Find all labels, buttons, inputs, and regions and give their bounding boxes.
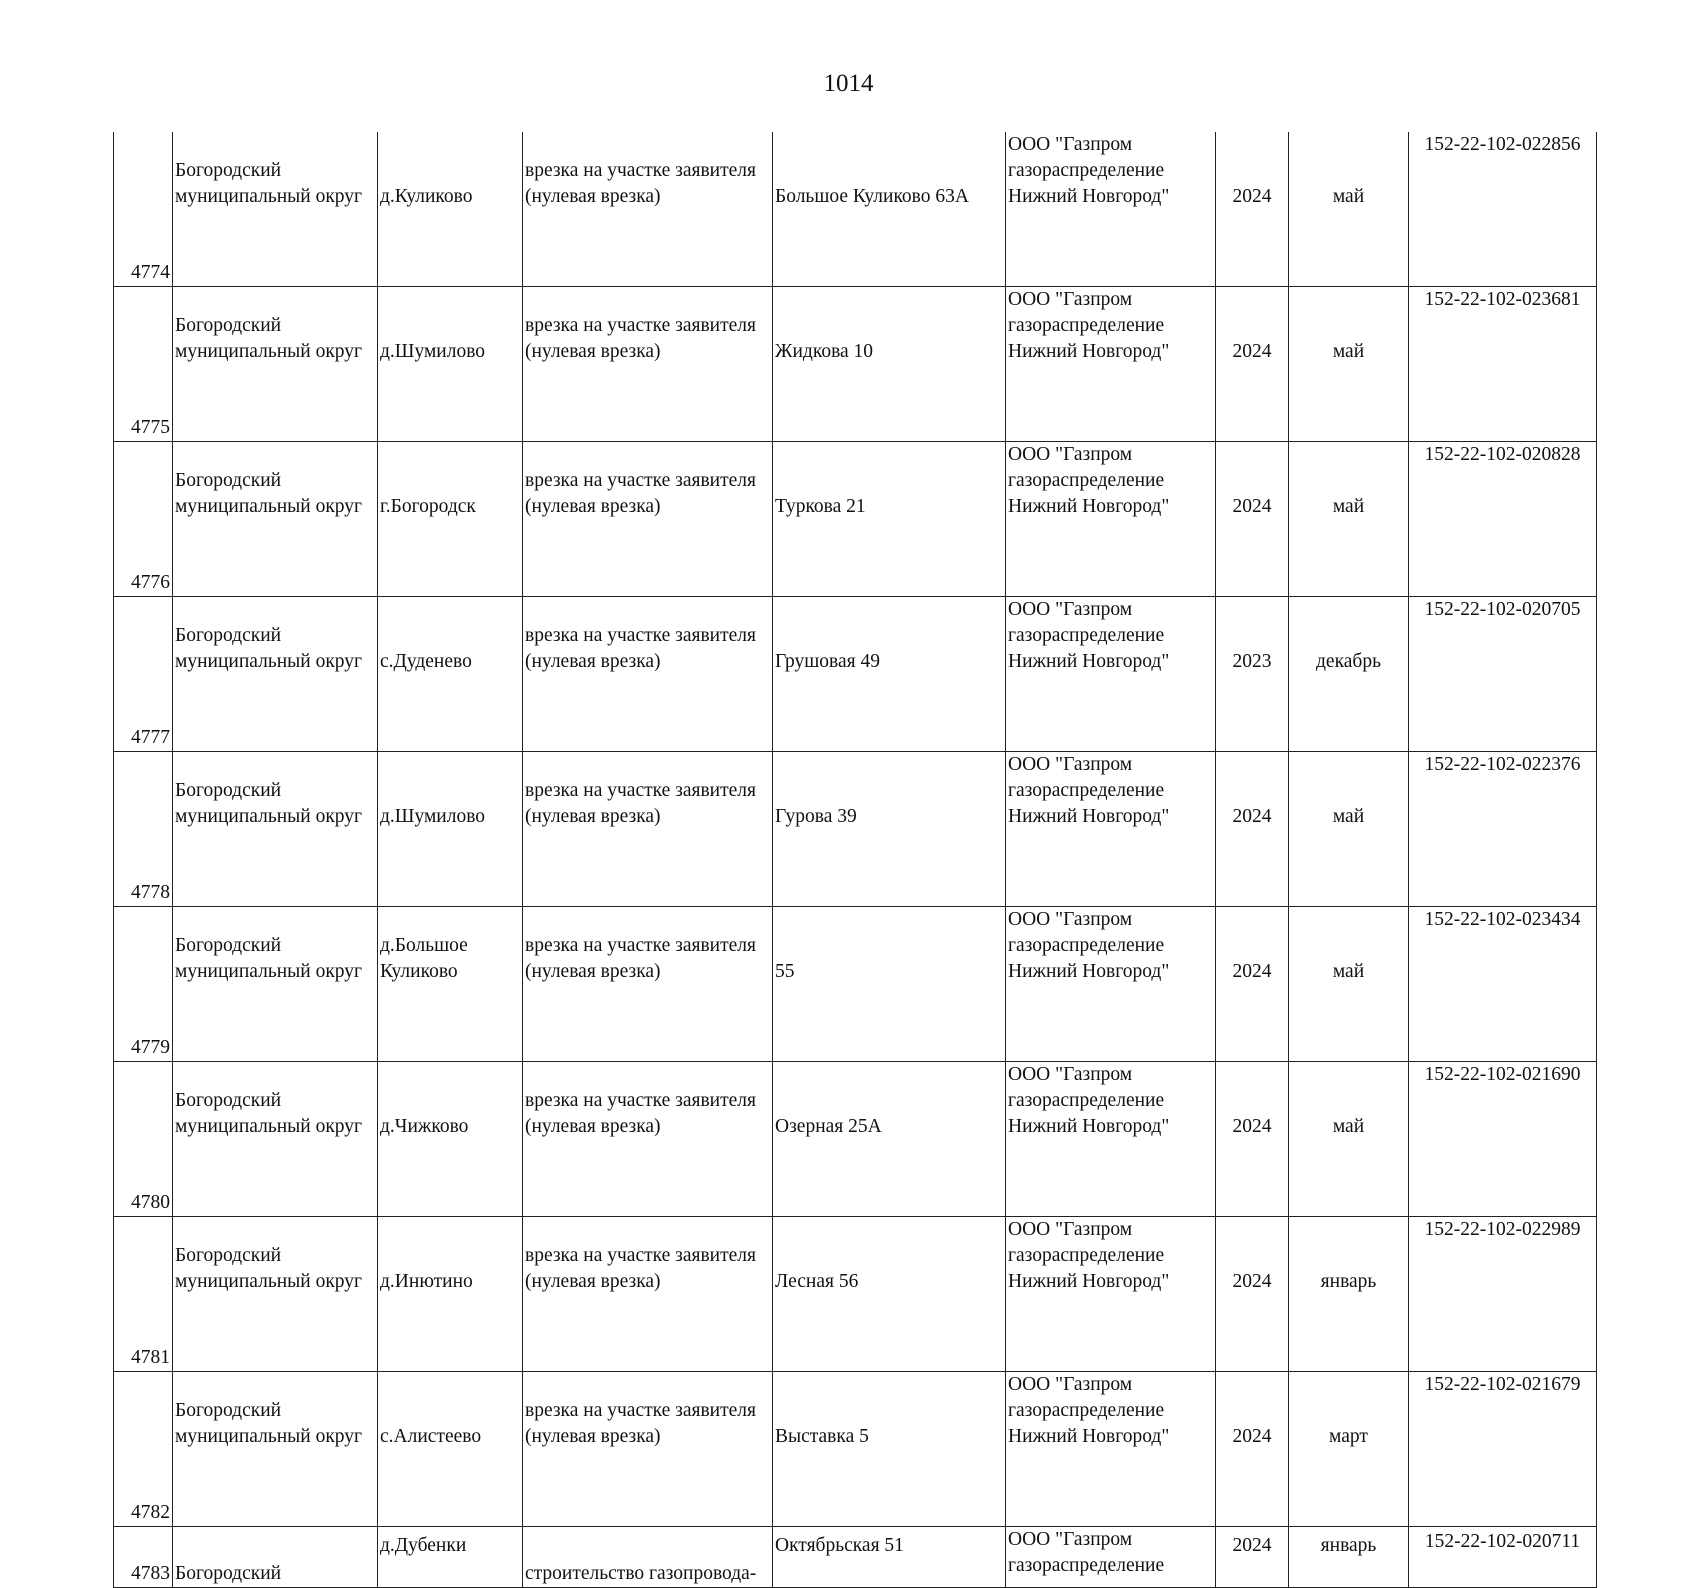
year-cell	[1216, 1062, 1289, 1217]
table-row	[114, 907, 1597, 1062]
work-type-cell-text: врезка на участке заявителя	[525, 780, 756, 801]
organization-cell-text: ООО "Газпром	[1008, 1529, 1133, 1550]
month-cell-text: май	[1332, 341, 1365, 362]
year-cell	[1216, 1527, 1289, 1588]
organization-cell-text: газораспределение	[1008, 935, 1165, 956]
code-cell	[1409, 597, 1597, 752]
work-type-cell-text: врезка на участке заявителя	[525, 935, 756, 956]
district-cell-text: муниципальный округ	[175, 496, 363, 517]
row-number	[114, 442, 173, 597]
organization-cell-text: Нижний Новгород"	[1008, 1271, 1170, 1292]
locality-cell-text: д.Чижково	[380, 1116, 469, 1137]
district-cell	[173, 752, 378, 907]
organization-cell	[1006, 752, 1216, 907]
locality-cell	[378, 597, 523, 752]
page-number: 1014	[823, 70, 874, 97]
work-type-cell-text: (нулевая врезка)	[525, 806, 661, 827]
year-cell	[1216, 1217, 1289, 1372]
month-cell	[1289, 1372, 1409, 1527]
organization-cell-text: газораспределение	[1008, 780, 1165, 801]
work-type-cell-text: строительство газопровода-	[525, 1563, 757, 1584]
district-cell-text: муниципальный округ	[175, 1426, 363, 1447]
code-cell-text: 152-22-102-020711	[1424, 1531, 1581, 1552]
organization-cell	[1006, 1372, 1216, 1527]
address-cell	[773, 1527, 1006, 1588]
work-type-cell-text: (нулевая врезка)	[525, 1271, 661, 1292]
organization-cell	[1006, 287, 1216, 442]
work-type-cell-text: (нулевая врезка)	[525, 651, 661, 672]
month-cell	[1289, 1217, 1409, 1372]
locality-cell-text: д.Шумилово	[380, 341, 486, 362]
code-cell	[1409, 1217, 1597, 1372]
locality-cell	[378, 1217, 523, 1372]
row-number-text: 4775	[131, 417, 170, 438]
year-cell-text: 2024	[1232, 496, 1272, 517]
work-type-cell-text: (нулевая врезка)	[525, 961, 661, 982]
district-cell	[173, 1062, 378, 1217]
locality-cell	[378, 752, 523, 907]
address-cell-text: Гурова 39	[775, 806, 857, 827]
year-cell	[1216, 442, 1289, 597]
organization-cell-text: ООО "Газпром	[1008, 909, 1133, 930]
work-type-cell-text: врезка на участке заявителя	[525, 625, 756, 646]
year-cell	[1216, 907, 1289, 1062]
address-cell	[773, 287, 1006, 442]
address-cell-text: Лесная 56	[775, 1271, 859, 1292]
locality-cell	[378, 287, 523, 442]
district-cell	[173, 597, 378, 752]
month-cell-text: январь	[1320, 1271, 1377, 1292]
organization-cell	[1006, 132, 1216, 287]
locality-cell-text: с.Дуденево	[380, 651, 472, 672]
organization-cell-text: Нижний Новгород"	[1008, 496, 1170, 517]
address-cell	[773, 752, 1006, 907]
month-cell-text: май	[1332, 496, 1365, 517]
month-cell	[1289, 132, 1409, 287]
row-number	[114, 597, 173, 752]
code-cell-text: 152-22-102-023681	[1424, 289, 1581, 310]
locality-cell-text: г.Богородск	[380, 496, 476, 517]
locality-cell-text: д.Дубенки	[380, 1535, 467, 1556]
code-cell	[1409, 132, 1597, 287]
row-number-text: 4778	[131, 882, 170, 903]
month-cell	[1289, 597, 1409, 752]
month-cell	[1289, 907, 1409, 1062]
work-type-cell	[523, 907, 773, 1062]
year-cell-text: 2024	[1232, 1426, 1272, 1447]
code-cell-text: 152-22-102-020828	[1424, 444, 1581, 465]
work-type-cell	[523, 1527, 773, 1588]
work-type-cell	[523, 597, 773, 752]
row-number	[114, 1527, 173, 1588]
address-cell-text: Большое Куликово 63А	[775, 186, 969, 207]
district-cell	[173, 907, 378, 1062]
work-type-cell	[523, 132, 773, 287]
row-number-text: 4781	[131, 1347, 170, 1368]
organization-cell-text: газораспределение	[1008, 470, 1165, 491]
month-cell	[1289, 752, 1409, 907]
district-cell	[173, 132, 378, 287]
locality-cell-text: Куликово	[380, 961, 458, 982]
table-row	[114, 442, 1597, 597]
organization-cell-text: ООО "Газпром	[1008, 599, 1133, 620]
organization-cell-text: ООО "Газпром	[1008, 289, 1133, 310]
district-cell-text: Богородский	[175, 315, 282, 336]
address-cell	[773, 132, 1006, 287]
organization-cell-text: газораспределение	[1008, 625, 1165, 646]
organization-cell	[1006, 907, 1216, 1062]
year-cell-text: 2024	[1232, 341, 1272, 362]
address-cell	[773, 597, 1006, 752]
work-type-cell-text: (нулевая врезка)	[525, 341, 661, 362]
year-cell	[1216, 597, 1289, 752]
locality-cell-text: д.Большое	[380, 935, 468, 956]
locality-cell	[378, 907, 523, 1062]
address-cell-text: Грушовая 49	[775, 651, 881, 672]
district-cell-text: муниципальный округ	[175, 651, 363, 672]
code-cell-text: 152-22-102-023434	[1424, 909, 1581, 930]
table-row	[114, 132, 1597, 287]
month-cell-text: май	[1332, 961, 1365, 982]
locality-cell	[378, 1527, 523, 1588]
address-cell-text: Октябрьская 51	[775, 1535, 904, 1556]
month-cell	[1289, 1527, 1409, 1588]
code-cell	[1409, 442, 1597, 597]
table-row	[114, 1217, 1597, 1372]
district-cell-text: Богородский	[175, 160, 282, 181]
row-number	[114, 1217, 173, 1372]
table-row	[114, 1372, 1597, 1527]
month-cell-text: май	[1332, 186, 1365, 207]
organization-cell-text: Нижний Новгород"	[1008, 806, 1170, 827]
code-cell-text: 152-22-102-020705	[1424, 599, 1581, 620]
year-cell	[1216, 1372, 1289, 1527]
row-number-text: 4776	[131, 572, 170, 593]
code-cell-text: 152-22-102-021690	[1424, 1064, 1581, 1085]
year-cell	[1216, 287, 1289, 442]
organization-cell-text: Нижний Новгород"	[1008, 186, 1170, 207]
row-number	[114, 132, 173, 287]
work-type-cell-text: врезка на участке заявителя	[525, 1245, 756, 1266]
work-type-cell-text: (нулевая врезка)	[525, 186, 661, 207]
work-type-cell	[523, 287, 773, 442]
address-cell-text: Жидкова 10	[775, 341, 874, 362]
code-cell	[1409, 1062, 1597, 1217]
locality-cell	[378, 132, 523, 287]
month-cell-text: март	[1329, 1426, 1368, 1447]
district-cell-text: Богородский	[175, 780, 282, 801]
locality-cell	[378, 442, 523, 597]
address-cell	[773, 907, 1006, 1062]
organization-cell-text: ООО "Газпром	[1008, 1219, 1133, 1240]
organization-cell-text: Нижний Новгород"	[1008, 1116, 1170, 1137]
address-cell-text: Озерная 25А	[775, 1116, 882, 1137]
code-cell-text: 152-22-102-022856	[1424, 134, 1581, 155]
district-cell-text: Богородский	[175, 1090, 282, 1111]
district-cell	[173, 1217, 378, 1372]
table-row	[114, 1062, 1597, 1217]
district-cell-text: Богородский	[175, 935, 282, 956]
address-cell-text: Туркова 21	[775, 496, 866, 517]
address-cell	[773, 442, 1006, 597]
row-number-text: 4774	[131, 262, 170, 283]
row-number-text: 4783	[131, 1563, 170, 1584]
row-number	[114, 752, 173, 907]
district-cell-text: Богородский	[175, 625, 282, 646]
organization-cell	[1006, 1217, 1216, 1372]
row-number-text: 4777	[131, 727, 170, 748]
code-cell	[1409, 1372, 1597, 1527]
work-type-cell-text: (нулевая врезка)	[525, 1426, 661, 1447]
row-number	[114, 1372, 173, 1527]
year-cell-text: 2024	[1232, 961, 1272, 982]
district-cell-text: Богородский	[175, 1245, 282, 1266]
locality-cell-text: д.Инютино	[380, 1271, 473, 1292]
district-cell-text: Богородский	[175, 470, 282, 491]
work-type-cell	[523, 1217, 773, 1372]
district-cell	[173, 1372, 378, 1527]
address-cell	[773, 1217, 1006, 1372]
work-type-cell	[523, 752, 773, 907]
organization-cell	[1006, 597, 1216, 752]
district-cell-text: муниципальный округ	[175, 806, 363, 827]
work-type-cell-text: врезка на участке заявителя	[525, 1090, 756, 1111]
district-cell	[173, 442, 378, 597]
row-number-text: 4779	[131, 1037, 170, 1058]
table-row	[114, 287, 1597, 442]
code-cell-text: 152-22-102-021679	[1424, 1374, 1581, 1395]
organization-cell	[1006, 442, 1216, 597]
code-cell	[1409, 1527, 1597, 1588]
year-cell-text: 2024	[1232, 186, 1272, 207]
address-cell	[773, 1372, 1006, 1527]
code-cell	[1409, 907, 1597, 1062]
table-body	[114, 132, 1597, 1588]
month-cell-text: май	[1332, 1116, 1365, 1137]
district-cell-text: Богородский	[175, 1400, 282, 1421]
locality-cell-text: д.Куликово	[380, 186, 473, 207]
work-type-cell	[523, 1062, 773, 1217]
code-cell	[1409, 752, 1597, 907]
address-cell-text: Выставка 5	[775, 1426, 869, 1447]
table-row	[114, 597, 1597, 752]
code-cell-text: 152-22-102-022376	[1424, 754, 1581, 775]
code-cell-text: 152-22-102-022989	[1424, 1219, 1581, 1240]
month-cell	[1289, 1062, 1409, 1217]
organization-cell-text: ООО "Газпром	[1008, 1374, 1133, 1395]
address-cell-text: 55	[775, 961, 795, 982]
organization-cell	[1006, 1527, 1216, 1588]
organization-cell-text: Нижний Новгород"	[1008, 1426, 1170, 1447]
organization-cell-text: ООО "Газпром	[1008, 134, 1133, 155]
organization-cell-text: газораспределение	[1008, 1555, 1165, 1576]
row-number-text: 4780	[131, 1192, 170, 1213]
organization-cell-text: ООО "Газпром	[1008, 754, 1133, 775]
district-cell	[173, 287, 378, 442]
work-type-cell-text: врезка на участке заявителя	[525, 470, 756, 491]
year-cell-text: 2023	[1232, 651, 1272, 672]
year-cell	[1216, 132, 1289, 287]
district-cell-text: муниципальный округ	[175, 1116, 363, 1137]
organization-cell-text: газораспределение	[1008, 160, 1165, 181]
month-cell-text: январь	[1320, 1535, 1377, 1556]
locality-cell-text: с.Алистеево	[380, 1426, 482, 1447]
table-row	[114, 752, 1597, 907]
district-cell-text: муниципальный округ	[175, 341, 363, 362]
year-cell	[1216, 752, 1289, 907]
gasification-table	[113, 132, 1597, 1588]
work-type-cell-text: (нулевая врезка)	[525, 1116, 661, 1137]
work-type-cell	[523, 1372, 773, 1527]
month-cell	[1289, 442, 1409, 597]
row-number	[114, 907, 173, 1062]
month-cell	[1289, 287, 1409, 442]
district-cell-text: Богородский	[175, 1563, 282, 1584]
organization-cell	[1006, 1062, 1216, 1217]
year-cell-text: 2024	[1232, 1116, 1272, 1137]
locality-cell	[378, 1372, 523, 1527]
organization-cell-text: ООО "Газпром	[1008, 444, 1133, 465]
month-cell-text: декабрь	[1316, 651, 1381, 672]
locality-cell-text: д.Шумилово	[380, 806, 486, 827]
organization-cell-text: Нижний Новгород"	[1008, 341, 1170, 362]
work-type-cell	[523, 442, 773, 597]
locality-cell	[378, 1062, 523, 1217]
year-cell-text: 2024	[1232, 1271, 1272, 1292]
organization-cell-text: газораспределение	[1008, 1090, 1165, 1111]
work-type-cell-text: врезка на участке заявителя	[525, 315, 756, 336]
district-cell	[173, 1527, 378, 1588]
organization-cell-text: газораспределение	[1008, 1245, 1165, 1266]
code-cell	[1409, 287, 1597, 442]
organization-cell-text: газораспределение	[1008, 315, 1165, 336]
row-number	[114, 287, 173, 442]
work-type-cell-text: врезка на участке заявителя	[525, 1400, 756, 1421]
organization-cell-text: газораспределение	[1008, 1400, 1165, 1421]
year-cell-text: 2024	[1232, 806, 1272, 827]
row-number-text: 4782	[131, 1502, 170, 1523]
district-cell-text: муниципальный округ	[175, 1271, 363, 1292]
district-cell-text: муниципальный округ	[175, 186, 363, 207]
work-type-cell-text: врезка на участке заявителя	[525, 160, 756, 181]
district-cell-text: муниципальный округ	[175, 961, 363, 982]
organization-cell-text: Нижний Новгород"	[1008, 961, 1170, 982]
organization-cell-text: ООО "Газпром	[1008, 1064, 1133, 1085]
table-row	[114, 1527, 1597, 1588]
month-cell-text: май	[1332, 806, 1365, 827]
organization-cell-text: Нижний Новгород"	[1008, 651, 1170, 672]
year-cell-text: 2024	[1232, 1535, 1272, 1556]
row-number	[114, 1062, 173, 1217]
work-type-cell-text: (нулевая врезка)	[525, 496, 661, 517]
address-cell	[773, 1062, 1006, 1217]
